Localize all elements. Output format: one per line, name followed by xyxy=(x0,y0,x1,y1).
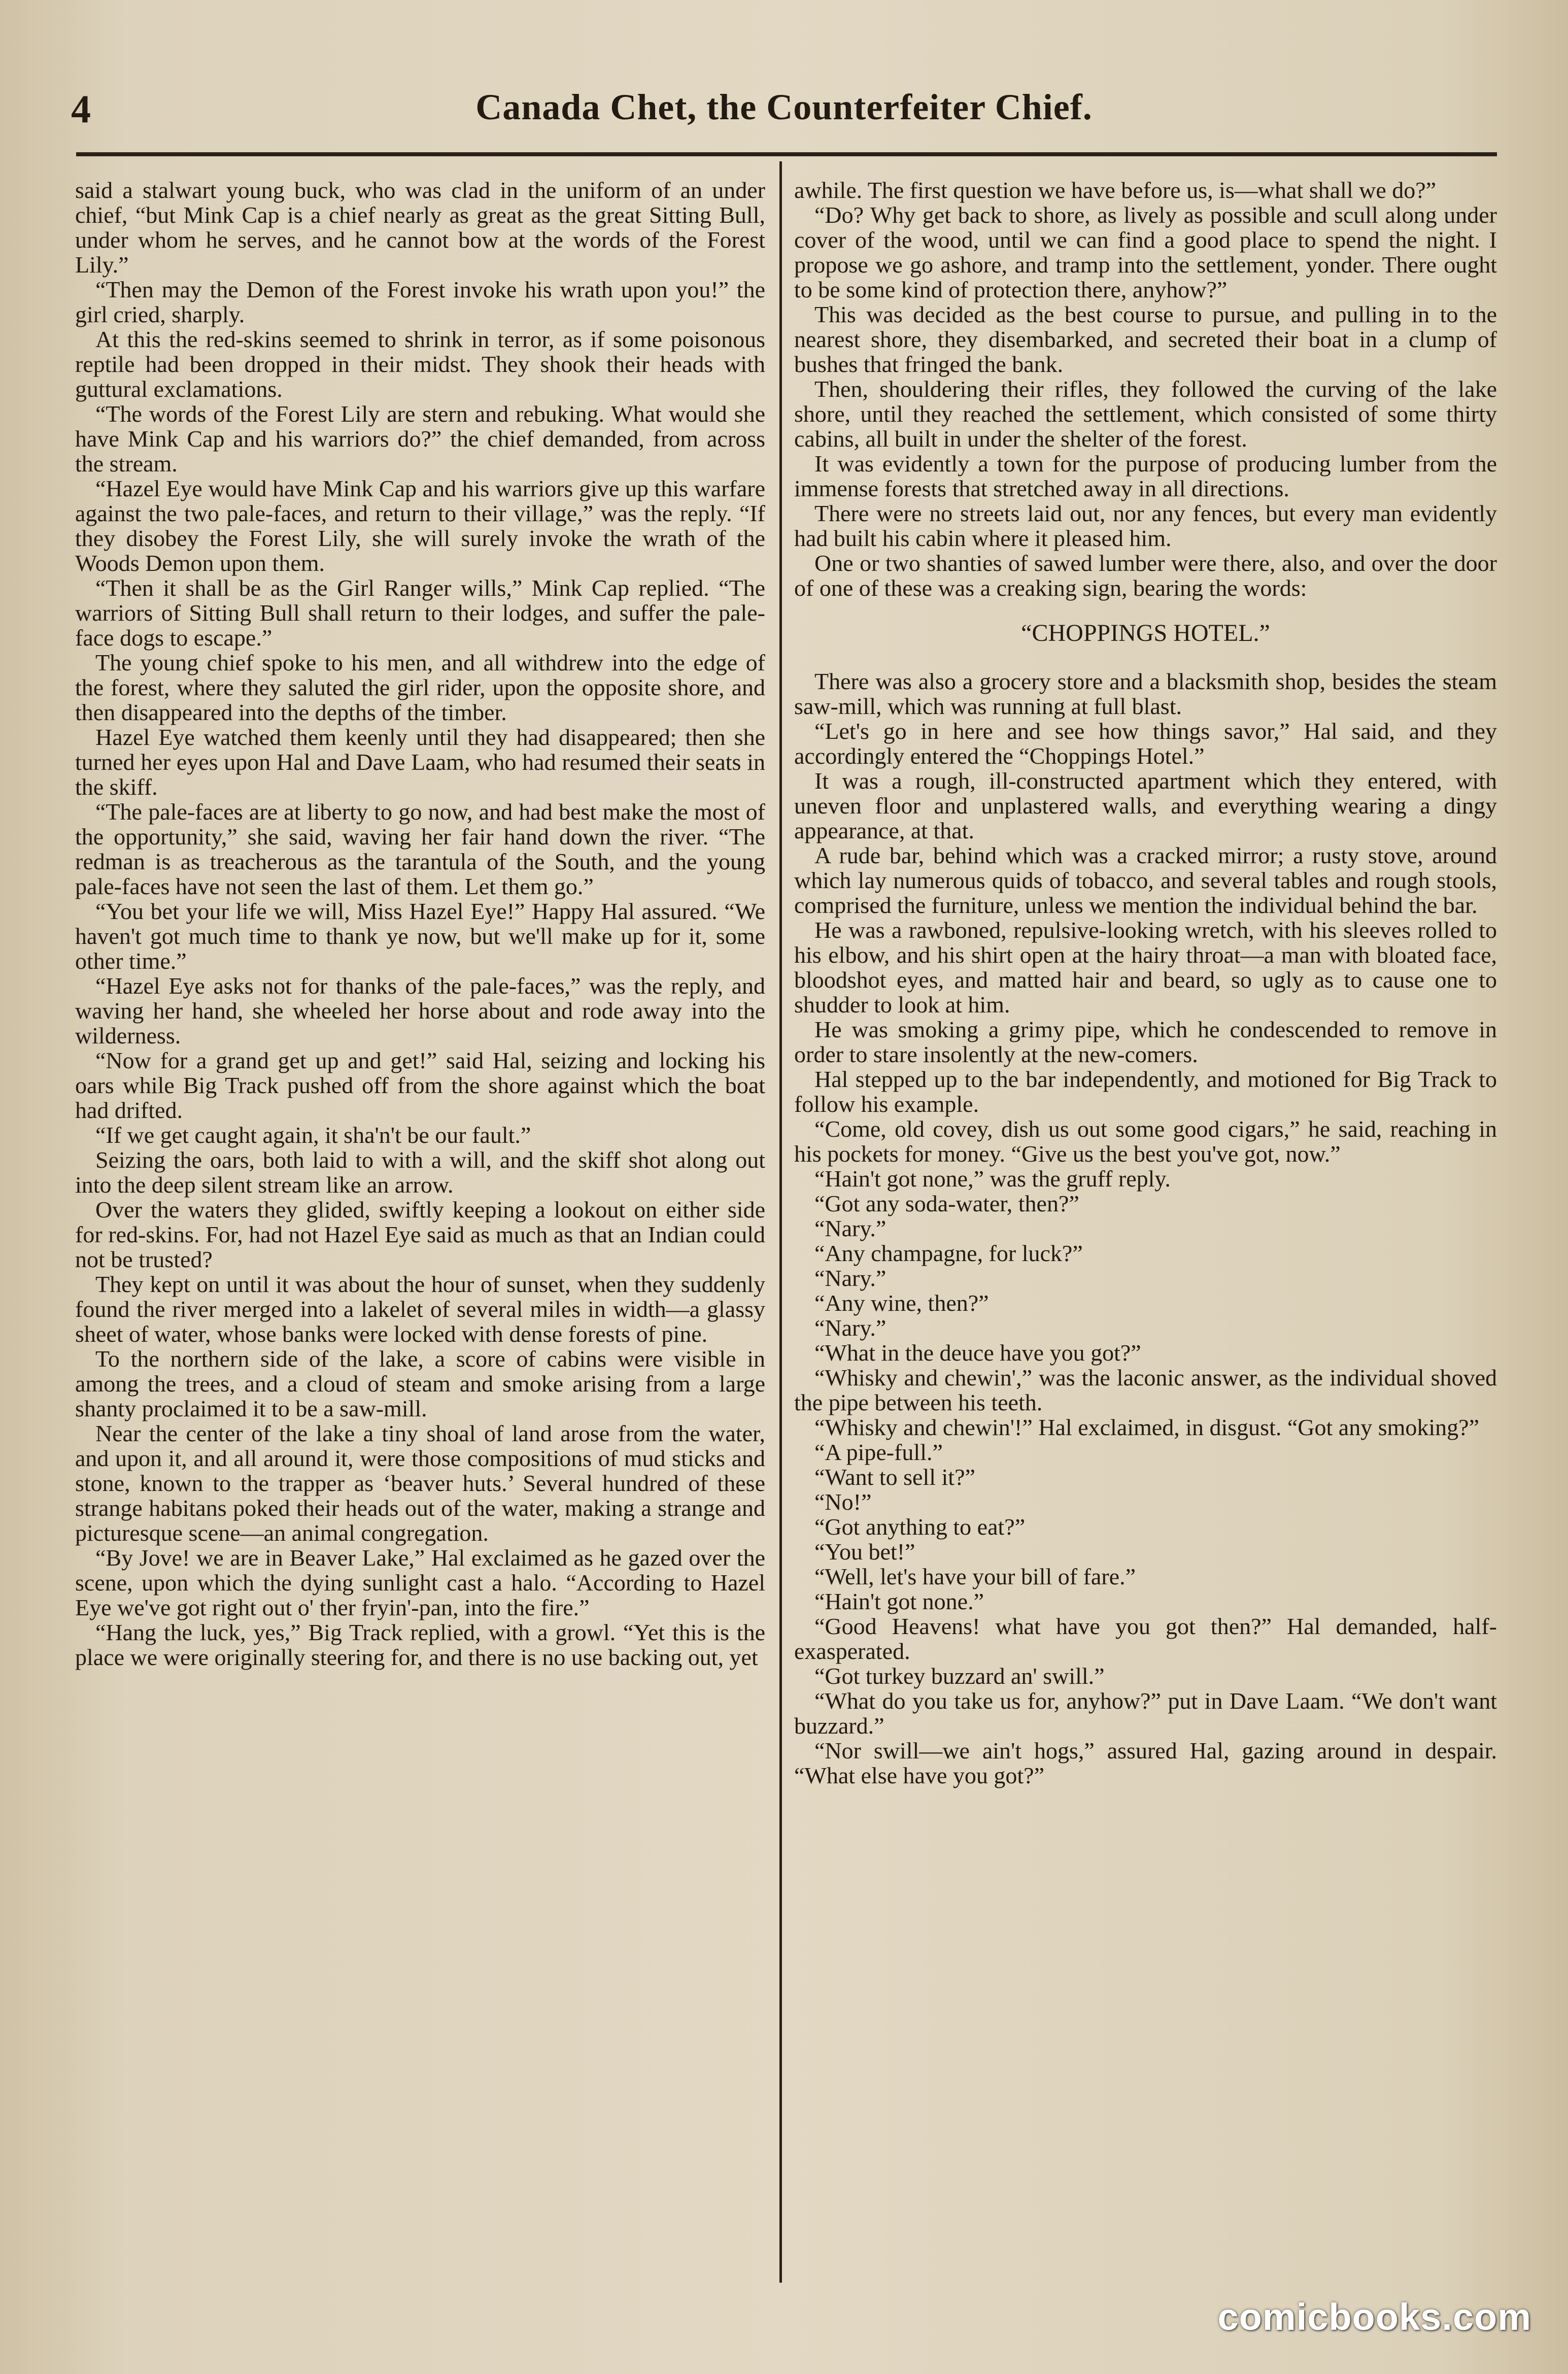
paragraph: “Good Heavens! what have you got then?” Hal demanded, half-exasperated. xyxy=(794,1613,1497,1664)
paragraph: awhile. The first question we have before us, is—what shall we do?” xyxy=(794,177,1437,203)
paragraph: “Hazel Eye asks not for thanks of the pale-faces,” was the reply, and waving her hand, she wheeled her horse about and rode away into the wilderness. xyxy=(75,973,765,1048)
paragraph: “By Jove! we are in Beaver Lake,” Hal exclaimed as he gazed over the scene, upon which the dying sunlight cast a halo. “According to Hazel Eye we've got right out o' ther fryin'-pan, into the fire.” xyxy=(75,1545,765,1620)
paragraph: It was a rough, ill-constructed apartment which they entered, with uneven floor and unplastered walls, and everything wearing a dingy appearance, at that. xyxy=(794,768,1497,843)
paragraph: “Whisky and chewin',” was the laconic answer, as the individual shoved the pipe between his teeth. xyxy=(794,1365,1497,1415)
paragraph: Then, shouldering their rifles, they followed the curving of the lake shore, until they reached the settlement, which consisted of some thirty cabins, all built in under the shelter of the forest. xyxy=(794,376,1497,452)
paragraph: “Well, let's have your bill of fare.” xyxy=(814,1564,1136,1589)
paragraph: “Any wine, then?” xyxy=(814,1290,989,1316)
right-column-top xyxy=(794,178,1497,600)
paragraph: “What in the deuce have you got?” xyxy=(814,1340,1141,1366)
right-column-bottom xyxy=(794,669,1497,1788)
paragraph: “Nary.” xyxy=(814,1265,887,1291)
paragraph: Hal stepped up to the bar independently, and motioned for Big Track to follow his example. xyxy=(794,1066,1497,1117)
paragraph: “If we get caught again, it sha'n't be our fault.” xyxy=(95,1122,531,1148)
paragraph: “Nor swill—we ain't hogs,” assured Hal, gazing around in despair. “What else have you got?” xyxy=(794,1738,1497,1788)
paragraph: “Then may the Demon of the Forest invoke his wrath upon you!” the girl cried, sharply. xyxy=(75,277,765,327)
paragraph: They kept on until it was about the hour of sunset, when they suddenly found the river merged into a lakelet of several miles in width—a glassy sheet of water, whose banks were locked with dense forests of pine. xyxy=(75,1271,765,1347)
paragraph: He was smoking a grimy pipe, which he condescended to remove in order to stare insolently at the new-comers. xyxy=(794,1016,1497,1067)
paragraph: “Hain't got none,” was the gruff reply. xyxy=(814,1166,1171,1192)
paragraph: “Want to sell it?” xyxy=(814,1464,975,1490)
paragraph: “Nary.” xyxy=(814,1315,887,1341)
paragraph: “No!” xyxy=(814,1489,872,1515)
paragraph: Hazel Eye watched them keenly until they had disappeared; then she turned her eyes upon Hal and Dave Laam, who had resumed their seats in the skiff. xyxy=(75,724,765,800)
left-column xyxy=(75,178,765,1670)
paragraph: “Hain't got none.” xyxy=(814,1588,984,1614)
paragraph: “Now for a grand get up and get!” said Hal, seizing and locking his oars while Big Track pushed off from the shore against which the boat had drifted. xyxy=(75,1047,765,1123)
paragraph: “The words of the Forest Lily are stern and rebuking. What would she have Mink Cap and his warriors do?” the chief demanded, from across the stream. xyxy=(75,401,765,477)
paragraph: “Got turkey buzzard an' swill.” xyxy=(814,1663,1105,1689)
paragraph: There was also a grocery store and a blacksmith shop, besides the steam saw-mill, which was running at full blast. xyxy=(794,668,1497,719)
paragraph: “Hazel Eye would have Mink Cap and his warriors give up this warfare against the two pale-faces, and return to their village,” was the reply. “If they disobey the Forest Lily, she will surely invoke the wrath of the Woods Demon upon them. xyxy=(75,476,765,576)
paragraph: said a stalwart young buck, who was clad in the uniform of an under chief, “but Mink Cap is a chief nearly as great as the great Sitting Bull, under whom he serves, and he cannot bow at the words of the Forest Lily.” xyxy=(75,177,765,278)
paragraph: “Then it shall be as the Girl Ranger wills,” Mink Cap replied. “The warriors of Sitting Bull shall return to their lodges, and suffer the pale-face dogs to escape.” xyxy=(75,575,765,651)
paragraph: “Nary.” xyxy=(814,1215,887,1241)
page-number: 4 xyxy=(71,87,91,131)
running-title: Canada Chet, the Counterfeiter Chief. xyxy=(475,87,1093,127)
paragraph: “Whisky and chewin'!” Hal exclaimed, in disgust. “Got any smoking?” xyxy=(814,1414,1479,1440)
paragraph: “Come, old covey, dish us out some good cigars,” he said, reaching in his pockets for money. “Give us the best you've got, now.” xyxy=(794,1116,1497,1167)
paragraph: “What do you take us for, anyhow?” put in Dave Laam. “We don't want buzzard.” xyxy=(794,1688,1497,1739)
paragraph: “Do? Why get back to shore, as lively as possible and scull along under cover of the wood, until we can find a good place to spend the night. I propose we go ashore, and tramp into the settlement, yonder. There ought to be some kind of protection there, anyhow?” xyxy=(794,202,1497,302)
paragraph: It was evidently a town for the purpose of producing lumber from the immense forests that stretched away in all directions. xyxy=(794,451,1497,501)
paragraph: “A pipe-full.” xyxy=(814,1439,943,1465)
paragraph: “Any champagne, for luck?” xyxy=(814,1240,1083,1266)
paragraph: “Got anything to eat?” xyxy=(814,1514,1026,1540)
paragraph: To the northern side of the lake, a score of cabins were visible in among the trees, and a cloud of steam and smoke arising from a large shanty proclaimed it to be a saw-mill. xyxy=(75,1346,765,1421)
paragraph: He was a rawboned, repulsive-looking wretch, with his sleeves rolled to his elbow, and his shirt open at the hairy throat—a man with bloated face, bloodshot eyes, and matted hair and beard, so ugly as to cause one to shudder to look at him. xyxy=(794,917,1497,1018)
paragraph: “The pale-faces are at liberty to go now, and had best make the most of the opportunity,” she said, waving her fair hand down the river. “The redman is as treacherous as the tarantula of the South, and the young pale-faces have not seen the last of them. Let them go.” xyxy=(75,799,765,899)
paragraph: “Let's go in here and see how things savor,” Hal said, and they accordingly entered the “Choppings Hotel.” xyxy=(794,718,1497,769)
paragraph: The young chief spoke to his men, and all withdrew into the edge of the forest, where they saluted the girl rider, upon the opposite shore, and then disappeared into the depths of the timber. xyxy=(75,650,765,725)
header-rule xyxy=(76,152,1497,156)
paragraph: A rude bar, behind which was a cracked mirror; a rusty stove, around which lay numerous quids of tobacco, and several tables and rough stools, comprised the furniture, unless we mention the individual behind the bar. xyxy=(794,842,1497,918)
site-watermark: comicbooks.com xyxy=(1217,2296,1531,2338)
paragraph: There were no streets laid out, nor any fences, but every man evidently had built his cabin where it pleased him. xyxy=(794,500,1497,551)
page-header xyxy=(71,86,1497,132)
paragraph: One or two shanties of sawed lumber were there, also, and over the door of one of these was a creaking sign, bearing the words: xyxy=(794,550,1497,601)
paragraph: This was decided as the best course to pursue, and pulling in to the nearest shore, they disembarked, and secreted their boat in a clump of bushes that fringed the bank. xyxy=(794,301,1497,377)
column-divider xyxy=(779,161,782,2283)
hotel-sign-text: “CHOPPINGS HOTEL.” xyxy=(1021,620,1270,647)
paragraph: “You bet!” xyxy=(814,1539,915,1565)
paragraph: Near the center of the lake a tiny shoal of land arose from the water, and upon it, and all around it, were those compositions of mud sticks and stone, known to the trapper as ‘beaver huts.’ Several hundred of these strange habitans poked their heads out of the water, making a strange and picturesque scene—an animal congregation. xyxy=(75,1420,765,1546)
paragraph: “Got any soda-water, then?” xyxy=(814,1191,1079,1216)
paragraph: Over the waters they glided, swiftly keeping a lookout on either side for red-skins. For, had not Hazel Eye said as much as that an Indian could not be trusted? xyxy=(75,1197,765,1272)
paragraph: “You bet your life we will, Miss Hazel Eye!” Happy Hal assured. “We haven't got much time to thank ye now, but we'll make up for it, some other time.” xyxy=(75,898,765,974)
paragraph: At this the red-skins seemed to shrink in terror, as if some poisonous reptile had been dropped in their midst. They shook their heads with guttural exclamations. xyxy=(75,326,765,402)
paragraph: “Hang the luck, yes,” Big Track replied, with a growl. “Yet this is the place we were originally steering for, and there is no use backing out, yet xyxy=(75,1619,765,1670)
paragraph: Seizing the oars, both laid to with a will, and the skiff shot along out into the deep silent stream like an arrow. xyxy=(75,1147,765,1198)
right-column xyxy=(794,178,1497,1788)
